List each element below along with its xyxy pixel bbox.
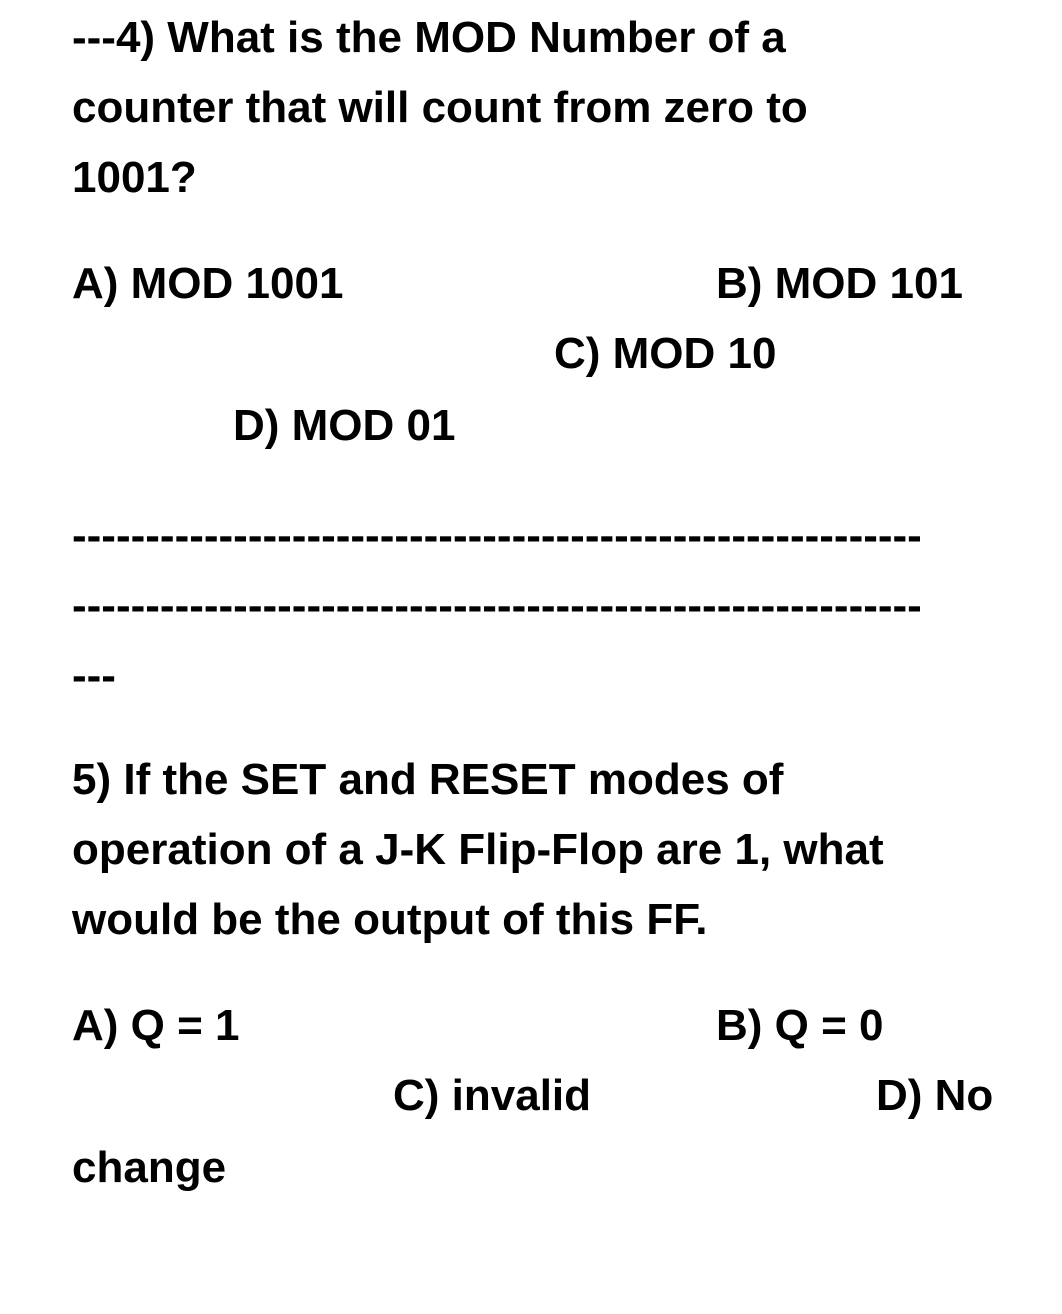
q5-question-line-1: 5) If the SET and RESET modes of [72,755,784,804]
q5-option-c: C) invalid [393,1071,592,1120]
q5-question-line-2: operation of a J-K Flip-Flop are 1, what [72,825,884,874]
q4-question-line-3: 1001? [72,153,197,202]
q4-option-c: C) MOD 10 [554,329,777,378]
q4-option-a: A) MOD 1001 [72,259,344,308]
q5-option-d-part1: D) No [876,1071,994,1120]
separator-line-3: --- [72,651,116,700]
separator-line-1: ---------------------------------------------------------- [72,511,922,560]
q5-option-a: A) Q = 1 [72,1001,240,1050]
q4-option-d: D) MOD 01 [233,401,456,450]
separator-line-2: ---------------------------------------------------------- [72,581,922,630]
q5-question-line-3: would be the output of this FF. [72,895,708,944]
q4-option-b: B) MOD 101 [716,259,963,308]
q4-question-line-2: counter that will count from zero to [72,83,808,132]
q5-option-b: B) Q = 0 [716,1001,884,1050]
q4-question-line-1: ---4) What is the MOD Number of a [72,13,786,62]
q5-option-d-part2: change [72,1143,227,1192]
